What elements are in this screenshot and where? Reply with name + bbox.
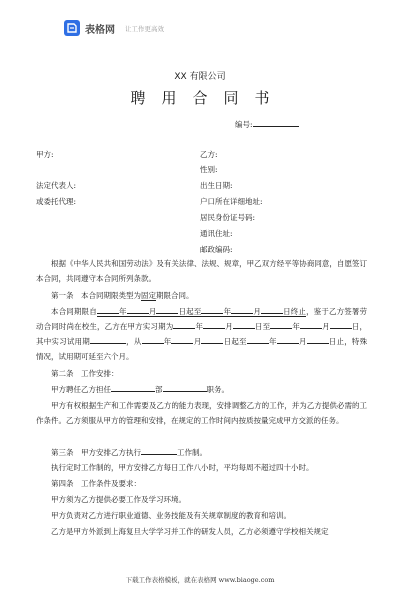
article-2-heading: 第二条 工作安排：	[51, 369, 119, 378]
address-label: 户口所在详细地址:	[200, 197, 263, 206]
logo-name: 表格网	[85, 24, 115, 36]
serial-blank	[253, 118, 299, 127]
article-2-position: 甲方聘任乙方担任 部 职务。	[51, 385, 229, 394]
logo-slogan: 让工作更高效	[125, 24, 164, 33]
document-title: 聘用合同书	[130, 89, 286, 107]
article-4-heading: 第四条 工作条件及要求：	[51, 479, 141, 488]
agent-label: 或委托代理:	[36, 197, 77, 206]
footer-text[interactable]: 下载工作表格模板，就在表格网 www.biaoge.com	[125, 576, 275, 584]
article-2-paragraph: 甲方有权根据生产和工作需要及乙方的能力表现，安排调整乙方的工作，并为乙方提供必需的工作条件。乙方须服从甲方的管理和安排，在规定的工作时间内按质按量完成甲方交派的任务。	[36, 401, 367, 425]
logo[interactable]	[64, 20, 164, 36]
article-4-item-c: 乙方是甲方外派到上海复旦大学学习并工作的研发人员，乙方必须遵守学校相关规定	[51, 527, 329, 536]
serial-label: 编号:	[235, 120, 253, 129]
table-logo-icon	[64, 20, 80, 36]
legal-rep-label: 法定代表人:	[36, 181, 77, 190]
article-1: 第一条 本合同期限类型为固定期限合同。	[51, 291, 194, 300]
birth-date-label: 出生日期:	[200, 181, 233, 190]
party-a-label: 甲方:	[36, 150, 54, 159]
id-number-label: 居民身份证号码:	[200, 213, 256, 222]
party-b-label: 乙方:	[200, 150, 218, 159]
mail-address-label: 通讯住址:	[200, 229, 233, 238]
serial-number	[235, 118, 299, 130]
contract-term: 本合同期限自 年 月 日起至 年 月 日终止，鉴于乙方签署劳动合同时尚在校生，乙方在甲方实习期为 年 月 日至 年 月 日，其中实习试用期 ，从 年 月 日起至 年 月 日止，特殊情况，试用期可延至六个月。	[36, 307, 368, 361]
contract-type: 固定	[141, 291, 156, 300]
article-4-item-b: 甲方负责对乙方进行职业道德、业务技能及有关规章制度的教育和培训。	[51, 511, 291, 520]
postcode-label: 邮政编码:	[200, 245, 233, 254]
article-3: 第三条 甲方安排乙方执行 工作制。	[51, 448, 207, 457]
article-4-item-a: 甲方须为乙方提供必要工作及学习环境。	[51, 495, 186, 504]
article-3-paragraph: 执行定时工作制的，甲方安排乙方每日工作八小时，平均每周不超过四十小时。	[51, 463, 314, 472]
company-name: XX 有限公司	[174, 72, 226, 82]
preamble: 根据《中华人民共和国劳动法》及有关法律、法规、规章，甲乙双方经平等协商同意，自愿签订本合同，共同遵守本合同所列条款。	[36, 259, 367, 283]
gender-label: 性别:	[200, 165, 218, 174]
